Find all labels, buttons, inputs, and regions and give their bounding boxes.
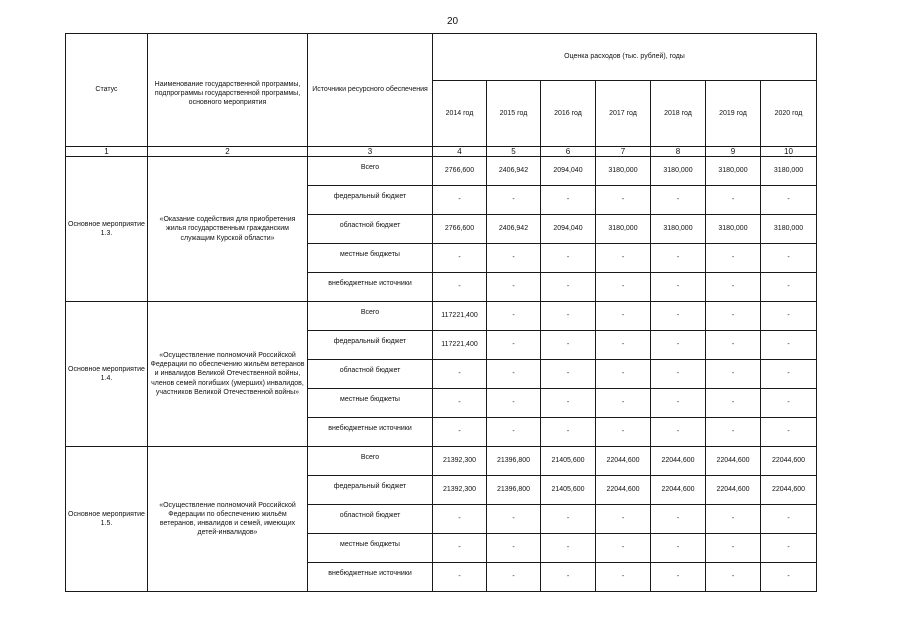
- value-cell: -: [541, 563, 596, 592]
- value-cell: -: [487, 418, 541, 447]
- value-cell: -: [706, 418, 761, 447]
- column-number: 2: [148, 147, 308, 157]
- column-number-row: [66, 147, 817, 157]
- value-cell: 21392,300: [433, 447, 487, 476]
- header-row-top: [66, 34, 817, 81]
- value-cell: -: [433, 244, 487, 273]
- source-cell: федеральный бюджет: [308, 186, 433, 215]
- value-cell: -: [651, 563, 706, 592]
- table-row: [66, 302, 817, 331]
- value-cell: -: [761, 244, 817, 273]
- source-cell: местные бюджеты: [308, 244, 433, 273]
- value-cell: 3180,000: [651, 215, 706, 244]
- value-cell: -: [651, 505, 706, 534]
- source-cell: внебюджетные источники: [308, 563, 433, 592]
- value-cell: 3180,000: [761, 215, 817, 244]
- value-cell: -: [541, 273, 596, 302]
- value-cell: -: [761, 418, 817, 447]
- value-cell: 2094,040: [541, 157, 596, 186]
- header-year: 2016 год: [541, 81, 596, 147]
- value-cell: -: [651, 244, 706, 273]
- value-cell: -: [761, 563, 817, 592]
- value-cell: -: [596, 331, 651, 360]
- source-cell: внебюджетные источники: [308, 418, 433, 447]
- column-number: 3: [308, 147, 433, 157]
- value-cell: -: [487, 505, 541, 534]
- value-cell: -: [596, 302, 651, 331]
- value-cell: 3180,000: [596, 215, 651, 244]
- source-cell: федеральный бюджет: [308, 476, 433, 505]
- value-cell: 117221,400: [433, 302, 487, 331]
- column-number: 7: [596, 147, 651, 157]
- value-cell: 2766,600: [433, 157, 487, 186]
- value-cell: -: [541, 418, 596, 447]
- value-cell: -: [487, 244, 541, 273]
- value-cell: -: [433, 186, 487, 215]
- value-cell: -: [761, 273, 817, 302]
- source-cell: областной бюджет: [308, 505, 433, 534]
- source-cell: Всего: [308, 157, 433, 186]
- column-number: 8: [651, 147, 706, 157]
- column-number: 9: [706, 147, 761, 157]
- source-cell: федеральный бюджет: [308, 331, 433, 360]
- value-cell: -: [706, 563, 761, 592]
- value-cell: -: [433, 360, 487, 389]
- value-cell: -: [487, 302, 541, 331]
- value-cell: -: [706, 302, 761, 331]
- value-cell: 21396,800: [487, 476, 541, 505]
- value-cell: -: [541, 302, 596, 331]
- value-cell: -: [761, 186, 817, 215]
- status-cell: Основное мероприятие 1.5.: [66, 447, 148, 592]
- value-cell: -: [433, 389, 487, 418]
- value-cell: -: [761, 302, 817, 331]
- value-cell: 21396,800: [487, 447, 541, 476]
- value-cell: -: [596, 389, 651, 418]
- status-cell: Основное мероприятие 1.4.: [66, 302, 148, 447]
- source-cell: Всего: [308, 302, 433, 331]
- value-cell: -: [433, 273, 487, 302]
- value-cell: 117221,400: [433, 331, 487, 360]
- value-cell: 22044,600: [761, 447, 817, 476]
- value-cell: -: [487, 360, 541, 389]
- value-cell: -: [596, 186, 651, 215]
- value-cell: -: [541, 331, 596, 360]
- value-cell: -: [706, 273, 761, 302]
- budget-body: [66, 157, 817, 592]
- value-cell: 3180,000: [761, 157, 817, 186]
- value-cell: -: [433, 534, 487, 563]
- value-cell: -: [651, 331, 706, 360]
- value-cell: -: [487, 563, 541, 592]
- value-cell: -: [651, 389, 706, 418]
- header-status: Статус: [66, 34, 148, 147]
- value-cell: 21392,300: [433, 476, 487, 505]
- source-cell: Всего: [308, 447, 433, 476]
- budget-table: [65, 33, 817, 592]
- value-cell: -: [596, 360, 651, 389]
- value-cell: -: [596, 244, 651, 273]
- header-sources: Источники ресурсного обеспечения: [308, 34, 433, 147]
- measure-name-cell: «Осуществление полномочий Российской Федерации по обеспечению жильём ветеранов, инвалидов и семей, имеющих детей-инвалидов»: [148, 447, 308, 592]
- source-cell: областной бюджет: [308, 215, 433, 244]
- column-number: 1: [66, 147, 148, 157]
- value-cell: -: [651, 186, 706, 215]
- value-cell: 3180,000: [706, 157, 761, 186]
- value-cell: -: [596, 418, 651, 447]
- column-number: 4: [433, 147, 487, 157]
- header-year: 2019 год: [706, 81, 761, 147]
- value-cell: 2406,942: [487, 157, 541, 186]
- value-cell: -: [651, 360, 706, 389]
- table-row: [66, 157, 817, 186]
- value-cell: 22044,600: [596, 476, 651, 505]
- source-cell: местные бюджеты: [308, 389, 433, 418]
- value-cell: -: [433, 563, 487, 592]
- value-cell: 22044,600: [651, 447, 706, 476]
- value-cell: -: [706, 534, 761, 563]
- value-cell: 22044,600: [761, 476, 817, 505]
- value-cell: -: [651, 273, 706, 302]
- header-year: 2018 год: [651, 81, 706, 147]
- measure-name-cell: «Осуществление полномочий Российской Федерации по обеспечению жильём ветеранов и инвалидов Великой Отечественной войны, членов семей погибших (умерших) инвалидов, участников Великой Отечественной войны»: [148, 302, 308, 447]
- value-cell: -: [541, 505, 596, 534]
- table-row: [66, 447, 817, 476]
- value-cell: -: [761, 505, 817, 534]
- source-cell: местные бюджеты: [308, 534, 433, 563]
- column-number: 6: [541, 147, 596, 157]
- value-cell: -: [487, 389, 541, 418]
- value-cell: -: [487, 186, 541, 215]
- value-cell: -: [706, 186, 761, 215]
- status-cell: Основное мероприятие 1.3.: [66, 157, 148, 302]
- value-cell: -: [706, 331, 761, 360]
- value-cell: 2406,942: [487, 215, 541, 244]
- value-cell: 22044,600: [706, 447, 761, 476]
- header-year: 2015 год: [487, 81, 541, 147]
- column-number: 10: [761, 147, 817, 157]
- page-number: 20: [446, 16, 459, 27]
- value-cell: -: [706, 389, 761, 418]
- value-cell: -: [761, 389, 817, 418]
- header-year: 2017 год: [596, 81, 651, 147]
- header-year: 2020 год: [761, 81, 817, 147]
- source-cell: внебюджетные источники: [308, 273, 433, 302]
- value-cell: -: [541, 244, 596, 273]
- value-cell: -: [541, 389, 596, 418]
- value-cell: -: [596, 563, 651, 592]
- measure-name-cell: «Оказание содействия для приобретения жилья государственным гражданским служащим Курской области»: [148, 157, 308, 302]
- value-cell: -: [706, 244, 761, 273]
- value-cell: -: [541, 360, 596, 389]
- value-cell: -: [761, 360, 817, 389]
- value-cell: 22044,600: [596, 447, 651, 476]
- value-cell: -: [487, 534, 541, 563]
- value-cell: 21405,600: [541, 476, 596, 505]
- value-cell: -: [651, 418, 706, 447]
- value-cell: -: [651, 534, 706, 563]
- value-cell: -: [596, 534, 651, 563]
- column-number: 5: [487, 147, 541, 157]
- value-cell: -: [651, 302, 706, 331]
- value-cell: -: [487, 273, 541, 302]
- value-cell: -: [706, 505, 761, 534]
- value-cell: 3180,000: [596, 157, 651, 186]
- value-cell: 3180,000: [706, 215, 761, 244]
- header-year: 2014 год: [433, 81, 487, 147]
- value-cell: -: [433, 418, 487, 447]
- value-cell: 2766,600: [433, 215, 487, 244]
- value-cell: -: [596, 273, 651, 302]
- value-cell: 3180,000: [651, 157, 706, 186]
- value-cell: 22044,600: [706, 476, 761, 505]
- value-cell: -: [761, 534, 817, 563]
- value-cell: -: [541, 186, 596, 215]
- value-cell: -: [487, 331, 541, 360]
- value-cell: 2094,040: [541, 215, 596, 244]
- value-cell: -: [433, 505, 487, 534]
- value-cell: -: [596, 505, 651, 534]
- header-estimate: Оценка расходов (тыс. рублей), годы: [433, 34, 817, 81]
- header-name: Наименование государственной программы, подпрограммы государственной программы, основного мероприятия: [148, 34, 308, 147]
- value-cell: -: [761, 331, 817, 360]
- value-cell: 21405,600: [541, 447, 596, 476]
- value-cell: -: [541, 534, 596, 563]
- value-cell: 22044,600: [651, 476, 706, 505]
- source-cell: областной бюджет: [308, 360, 433, 389]
- value-cell: -: [706, 360, 761, 389]
